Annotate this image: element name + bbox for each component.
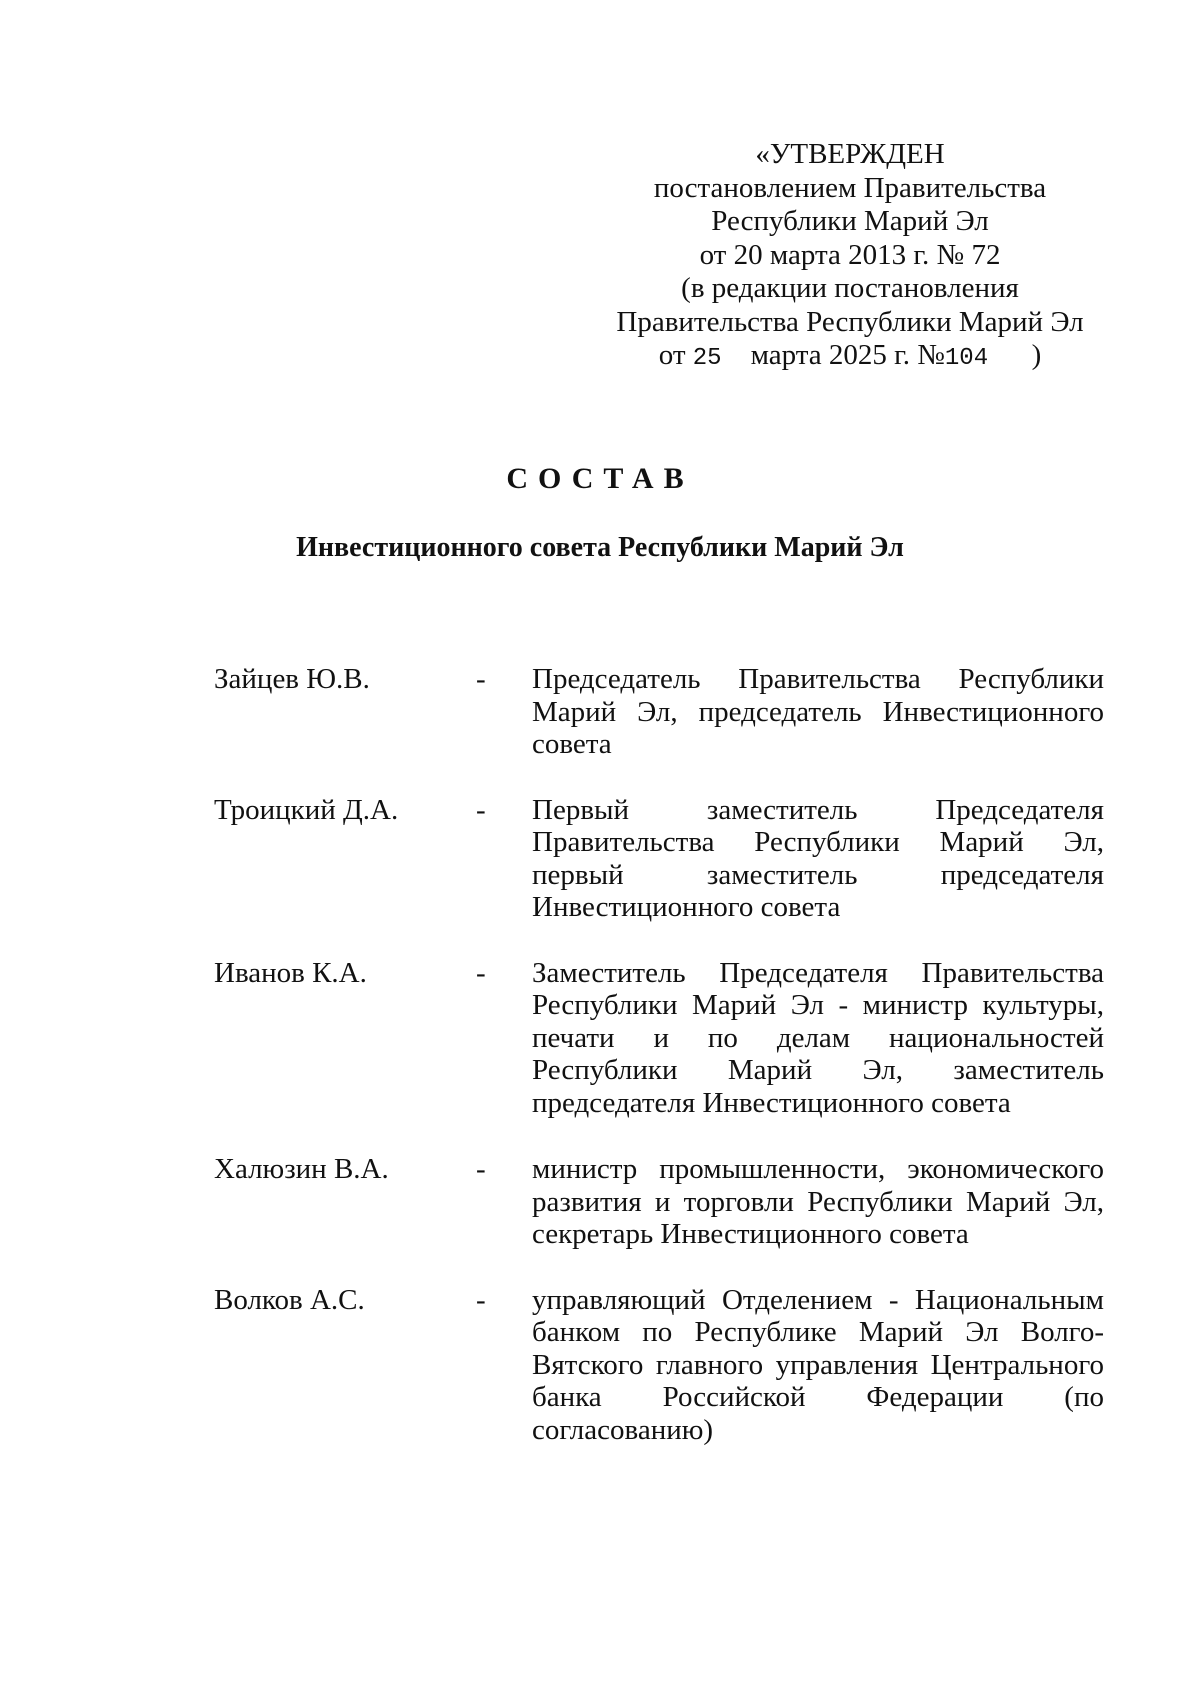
approval-line-5: (в редакции постановления: [681, 272, 1019, 304]
approval-closing-paren: ): [1031, 339, 1042, 371]
member-role: Заместитель Председателя Правительства Республики Марий Эл - министр культуры, печати и по делам национальностей Республики Марий Эл, заместитель председателя Инвестиционного совета: [532, 956, 1104, 1119]
member-row: [214, 957, 1104, 1120]
member-role: Первый заместитель Председателя Правительства Республики Марий Эл, первый заместитель председателя Инвестиционного совета: [532, 793, 1104, 923]
member-row: [214, 1284, 1104, 1447]
member-dash: -: [476, 663, 486, 695]
member-name: Иванов К.А.: [214, 956, 367, 989]
members-list: [214, 663, 1104, 1446]
approval-line-1: «УТВЕРЖДЕН: [755, 138, 945, 170]
document-subtitle: Инвестиционного совета Республики Марий Эл: [296, 532, 904, 563]
member-dash: -: [476, 793, 486, 826]
member-name: Халюзин В.А.: [214, 1153, 389, 1185]
member-name: Волков А.С.: [214, 1283, 365, 1316]
member-role: Председатель Правительства Республики Марий Эл, председатель Инвестиционного совета: [532, 663, 1104, 760]
approval-decree-number: 104: [944, 345, 989, 372]
document-title: СОСТАВ: [506, 462, 694, 495]
approval-date-middle: марта 2025 г. №: [750, 339, 945, 371]
member-dash: -: [476, 1283, 486, 1316]
approval-date-day: 25: [692, 345, 722, 372]
approval-line-6: Правительства Республики Марий Эл: [616, 305, 1084, 338]
approval-date-prefix: от: [658, 339, 686, 371]
member-dash: -: [476, 956, 486, 989]
member-row: [214, 663, 1104, 761]
member-role: управляющий Отделением - Национальным банком по Республике Марий Эл Волго-Вятского главного управления Центрального банка Российской Федерации (по согласованию): [532, 1283, 1104, 1446]
approval-line-3: Республики Марий Эл: [711, 205, 989, 237]
member-dash: -: [476, 1153, 486, 1185]
approval-line-2: постановлением Правительства: [653, 171, 1047, 204]
member-role: министр промышленности, экономического развития и торговли Республики Марий Эл, секретарь Инвестиционного совета: [532, 1153, 1104, 1250]
member-name: Зайцев Ю.В.: [214, 663, 370, 695]
member-name: Троицкий Д.А.: [214, 793, 399, 826]
approval-line-4: от 20 марта 2013 г. № 72: [699, 238, 1001, 271]
approval-line-7: [600, 339, 1100, 376]
member-row: [214, 794, 1104, 924]
member-row: [214, 1153, 1104, 1251]
approval-stamp-block: [600, 138, 1100, 376]
